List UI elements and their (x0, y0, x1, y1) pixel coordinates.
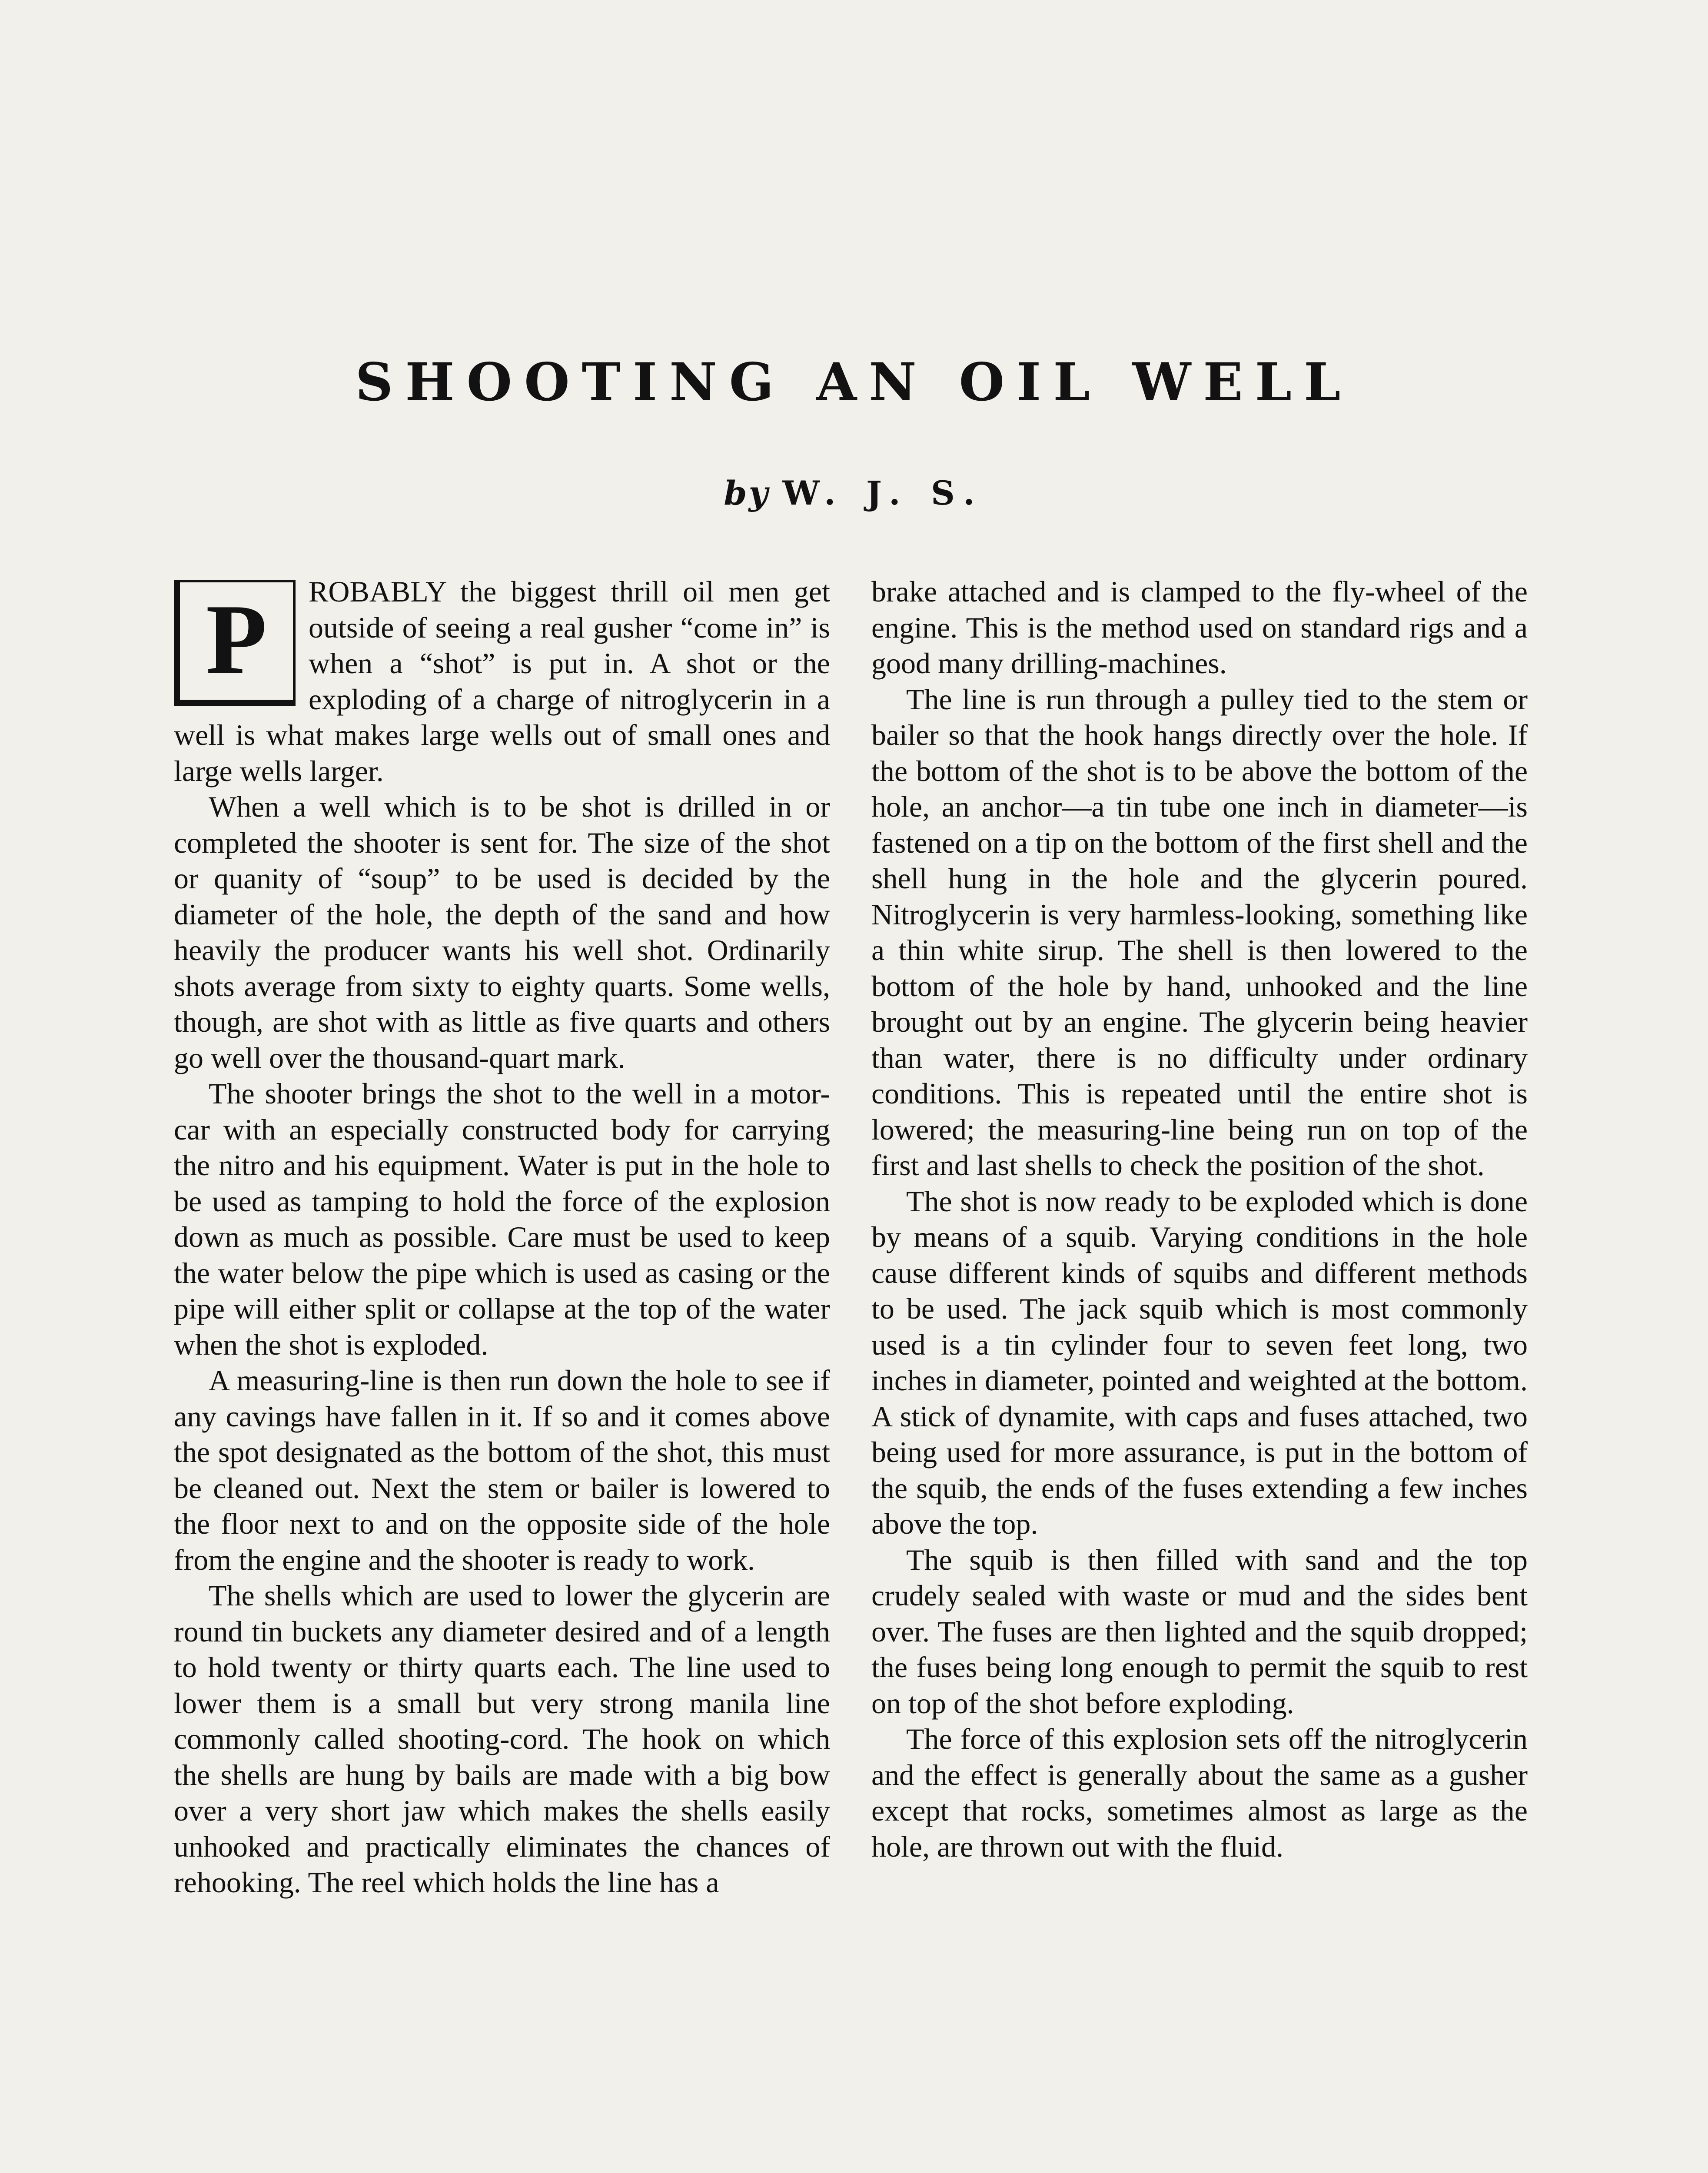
paragraph: The squib is then filled with sand and the top crudely sealed with waste or mud and the sides bent over. The fuses are then lighted and the squib dropped; the fuses being long enough to permit the squib to rest on top of the shot before exploding. (871, 1543, 1528, 1720)
paragraph: When a well which is to be shot is drilled in or completed the shooter is sent for. The size of the shot or quanity of “soup” to be used is decided by the diameter of the hole, the depth of the sand and how heavily the producer wants his well shot. Ordinarily shots average from sixty to eighty quarts. Some wells, though, are shot with as little as five quarts and others go well over the thousand-quart mark. (174, 790, 830, 1074)
paragraph: The shot is now ready to be exploded which is done by means of a squib. Varying conditions in the hole cause different kinds of squibs and different methods to be used. The jack squib which is most commonly used is a tin cylinder four to seven feet long, two inches in diameter, pointed and weighted at the bottom. A stick of dynamite, with caps and fuses attached, two being used for more assurance, is put in the bottom of the squib, the ends of the fuses extending a few inches above the top. (871, 1184, 1528, 1540)
left-column (174, 574, 830, 2173)
byline-prefix: by (724, 474, 770, 512)
right-column (871, 574, 1528, 2173)
paragraph: The force of this explosion sets off the nitroglycerin and the effect is generally about the same as a gusher except that rocks, sometimes almost as large as the hole, are thrown out with the fluid. (871, 1722, 1528, 1863)
byline (0, 469, 1708, 517)
drop-cap: P (174, 580, 296, 706)
paragraph: The shooter brings the shot to the well in a motor-car with an especially constructed body for carrying the nitro and his equipment. Water is put in the hole to be used as tamping to hold the force of the explosion down as much as possible. Care must be used to keep the water below the pipe which is used as casing or the pipe will either split or collapse at the top of the water when the shot is exploded. (174, 1077, 830, 1361)
paragraph: The shells which are used to lower the glycerin are round tin buckets any diameter desired and of a length to hold twenty or thirty quarts each. The line used to lower them is a small but very strong manila line commonly called shooting-cord. The hook on which the shells are hung by bails are made with a big bow over a very short jaw which makes the shells easily unhooked and practically eliminates the chances of rehooking. The reel which holds the line has a (174, 1579, 830, 1899)
paragraph: A measuring-line is then run down the hole to see if any cavings have fallen in it. If so and it comes above the spot designated as the bottom of the shot, this must be cleaned out. Next the stem or bailer is lowered to the floor next to and on the opposite side of the hole from the engine and the shooter is ready to work. (174, 1364, 830, 1576)
paragraph: The line is run through a pulley tied to the stem or bailer so that the hook hangs directly over the hole. If the bottom of the shot is to be above the bottom of the hole, an anchor—a tin tube one inch in diameter—is fastened on a tip on the bottom of the first shell and the shell hung in the hole and the glycerin poured. Nitroglycerin is very harmless-looking, something like a thin white sirup. The shell is then lowered to the bottom of the hole by hand, unhooked and the line brought out by an engine. The glycerin being heavier than water, there is no difficulty under ordinary conditions. This is repeated until the entire shot is lowered; the measuring-line being run on top of the first and last shells to check the position of the shot. (871, 682, 1528, 1182)
paragraph: ROBABLY the biggest thrill oil men get outside of seeing a real gusher “come in” is when a “shot” is put in. A shot or the exploding of a charge of nitroglycerin in a well is what makes large wells out of small ones and large wells larger. (174, 575, 830, 787)
byline-author: W. J. S. (782, 474, 984, 512)
article-title: SHOOTING AN OIL WELL (355, 352, 1353, 413)
paragraph: brake attached and is clamped to the fly-wheel of the engine. This is the method used on standard rigs and a good many drilling-machines. (871, 575, 1528, 680)
